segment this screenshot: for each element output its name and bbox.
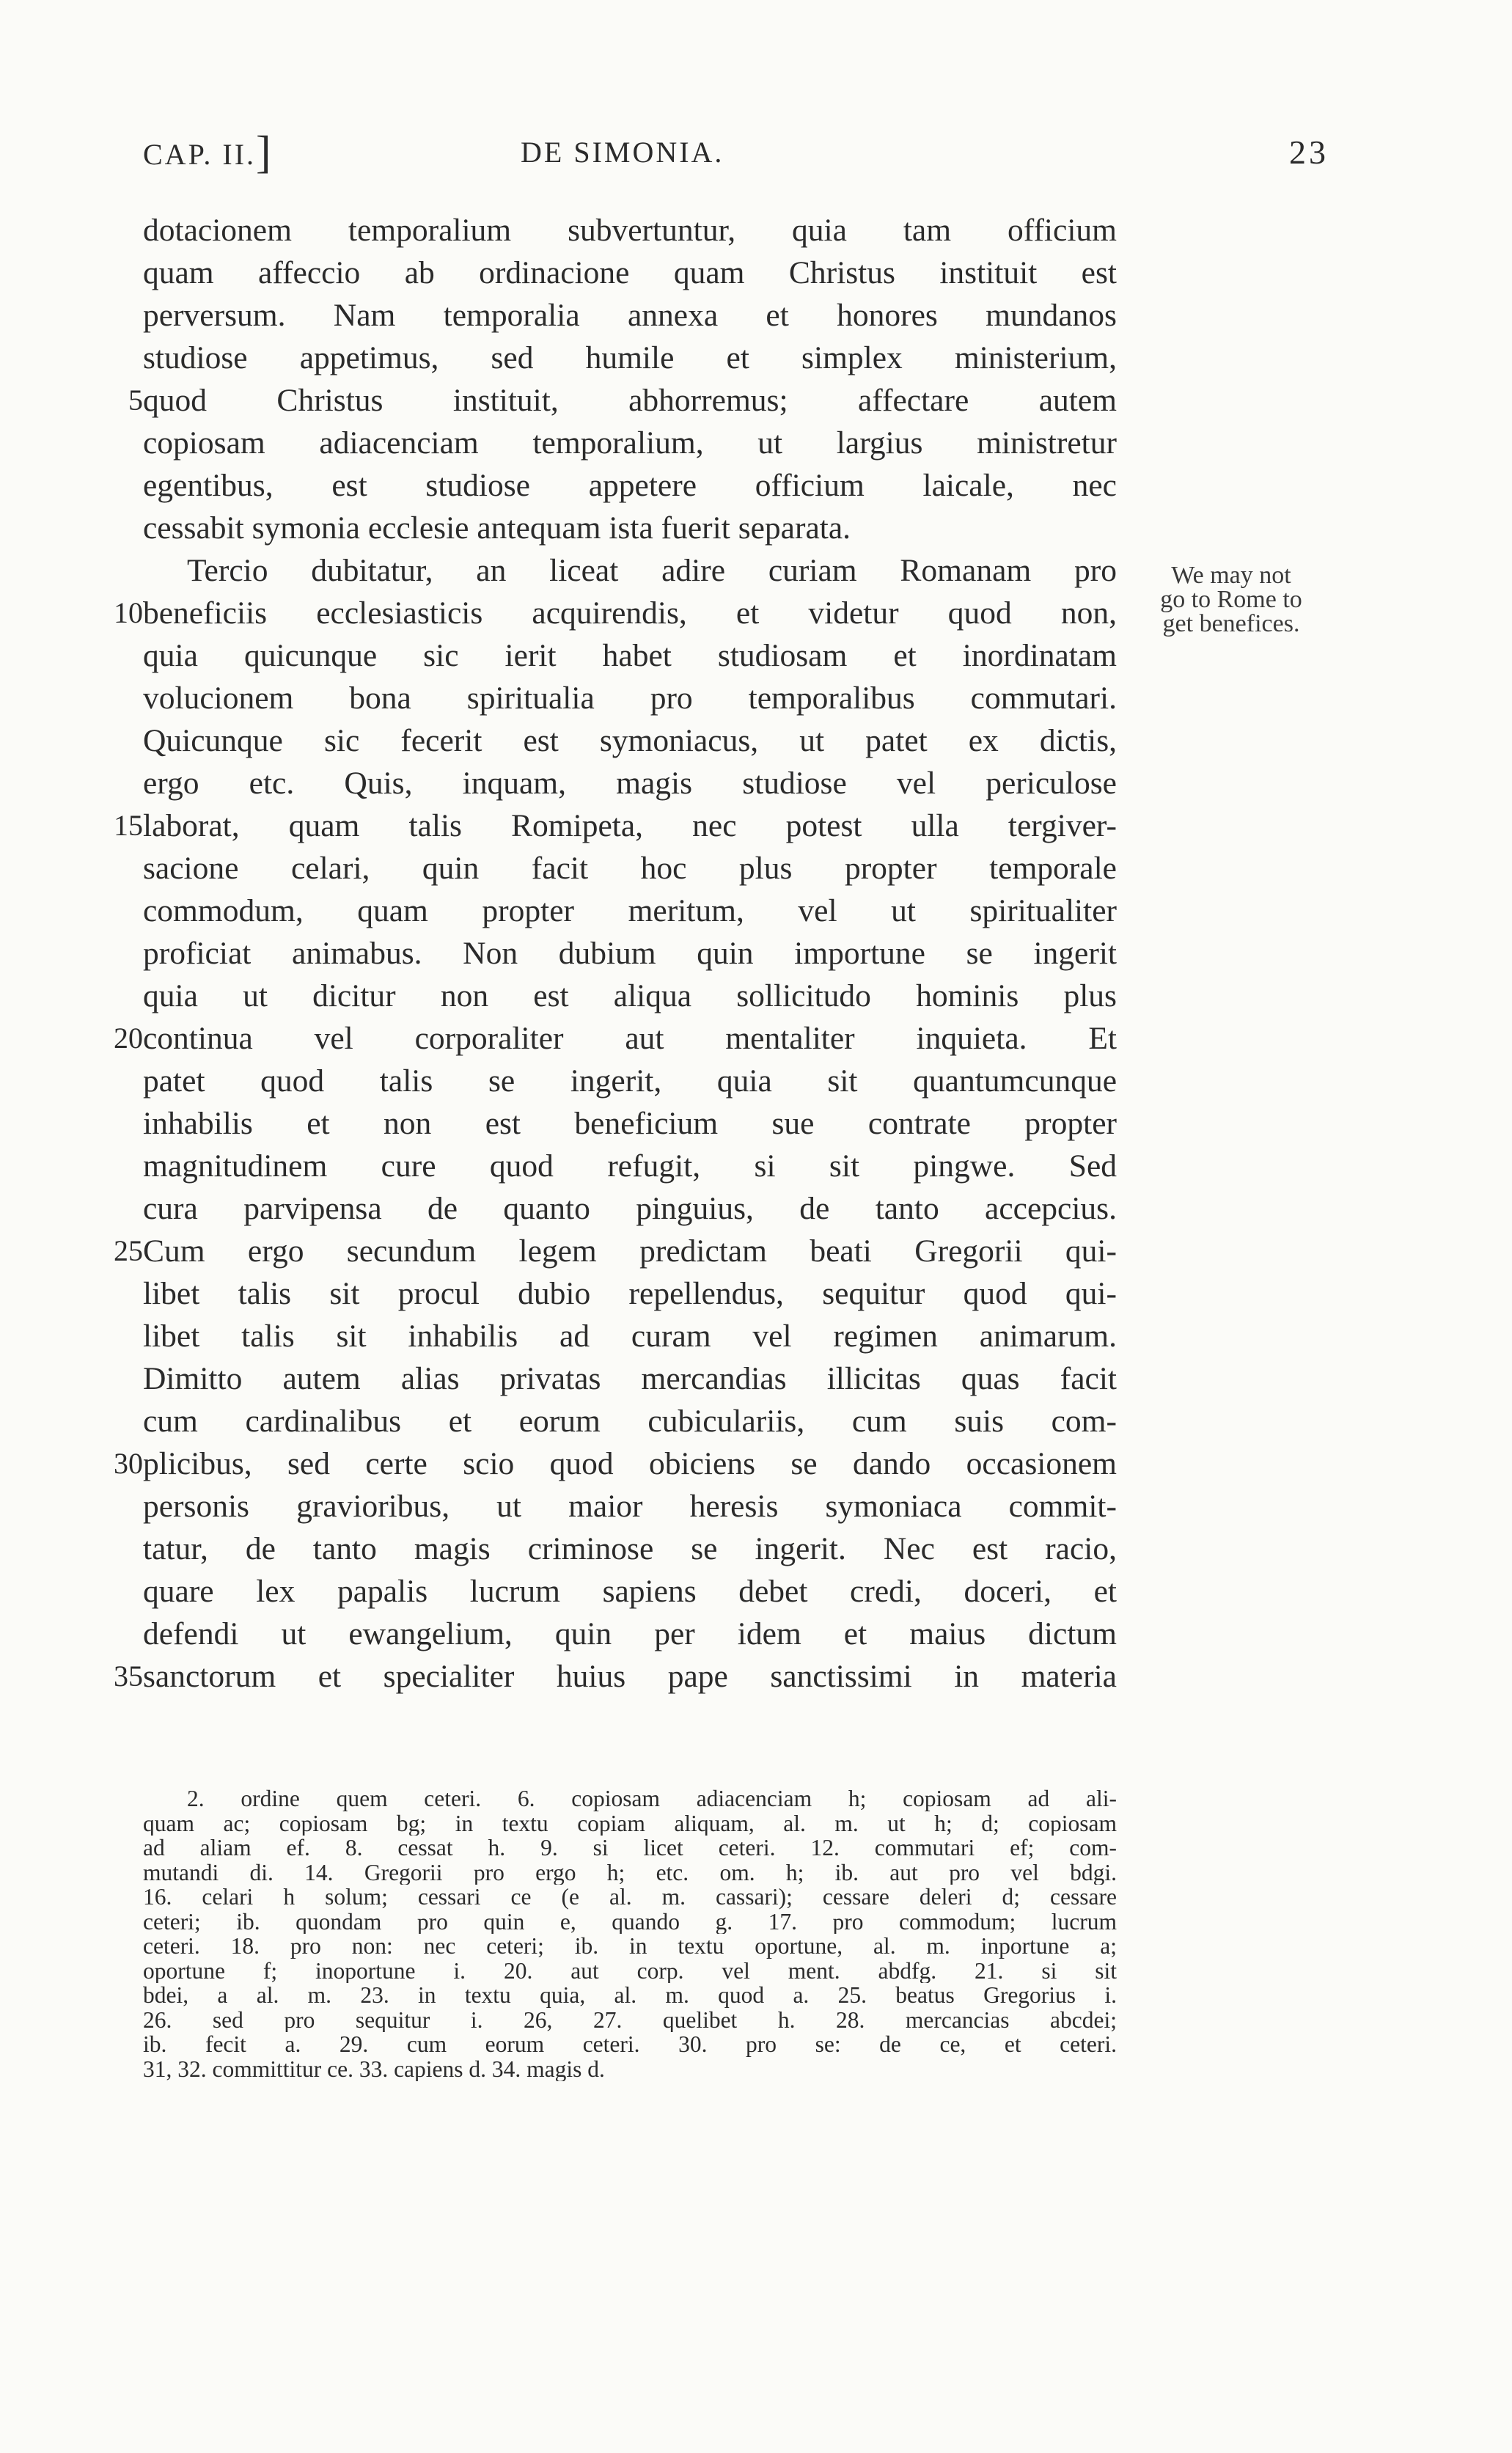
footnote-text: ad aliam ef. 8. cessat h. 9. si licet ceteri. 12. commutari ef; com- <box>143 1836 1117 1860</box>
line-text: Tercio dubitatur, an liceat adire curiam Romanam pro <box>187 553 1117 588</box>
line-text: libet talis sit inhabilis ad curam vel regimen animarum. <box>143 1319 1117 1354</box>
text-line <box>0 1060 1512 1102</box>
text-line <box>0 1187 1512 1230</box>
line-text: magnitudinem cure quod refugit, si sit pingwe. Sed <box>143 1148 1117 1184</box>
text-line <box>0 890 1512 932</box>
footnote-text: 2. ordine quem ceteri. 6. copiosam adiacenciam h; copiosam ad ali- <box>187 1786 1117 1811</box>
footnote-line <box>0 1836 1512 1860</box>
line-text: sacione celari, quin facit hoc plus propter temporale <box>143 851 1117 886</box>
text-line <box>0 1315 1512 1357</box>
running-head-title: DE SIMONIA. <box>521 136 724 169</box>
line-text: beneficiis ecclesiasticis acquirendis, et videtur quod non, <box>143 595 1117 631</box>
line-text: perversum. Nam temporalia annexa et honores mundanos <box>143 298 1117 333</box>
line-text: inhabilis et non est beneficium sue contrate propter <box>143 1106 1117 1141</box>
footnote-line <box>0 1811 1512 1836</box>
text-line <box>0 1528 1512 1570</box>
footnotes <box>0 1786 1512 2081</box>
line-text: plicibus, sed certe scio quod obiciens se dando occasionem <box>143 1446 1117 1481</box>
text-line <box>0 1145 1512 1187</box>
text-line <box>0 507 1512 549</box>
line-text: copiosam adiacenciam temporalium, ut largius ministretur <box>143 425 1117 461</box>
line-text: Cum ergo secundum legem predictam beati Gregorii qui- <box>143 1233 1117 1269</box>
footnote-line <box>0 1786 1512 1811</box>
line-text: dotacionem temporalium subvertuntur, quia tam officium <box>143 213 1117 248</box>
line-number: 35 <box>114 1660 143 1693</box>
text-line <box>0 252 1512 294</box>
footnote-line <box>0 1959 1512 1984</box>
running-head-chapter <box>143 128 271 177</box>
line-text: studiose appetimus, sed humile et simplex ministerium, <box>143 340 1117 375</box>
main-text <box>0 209 1512 1698</box>
chapter-label: CAP. II. <box>143 138 257 171</box>
footnote-text: bdei, a al. m. 23. in textu quia, al. m. quod a. 25. beatus Gregorius i. <box>143 1983 1117 2008</box>
line-text: tatur, de tanto magis criminose se ingerit. Nec est racio, <box>143 1531 1117 1566</box>
line-text: ergo etc. Quis, inquam, magis studiose vel periculose <box>143 766 1117 801</box>
line-text: quod Christus instituit, abhorremus; affectare autem <box>143 383 1117 418</box>
marginal-note-line: get benefices. <box>1162 610 1300 637</box>
footnote-text: 26. sed pro sequitur i. 26, 27. quelibet h. 28. mercancias abcdei; <box>143 2007 1117 2032</box>
footnote-text: 31, 32. committitur ce. 33. capiens d. 34. magis d. <box>143 2056 605 2081</box>
line-text: patet quod talis se ingerit, quia sit quantumcunque <box>143 1063 1117 1099</box>
text-line <box>0 677 1512 719</box>
line-text: quia ut dicitur non est aliqua sollicitudo hominis plus <box>143 978 1117 1013</box>
footnote-line <box>0 1983 1512 2008</box>
text-line <box>0 1230 1512 1272</box>
text-line <box>0 422 1512 464</box>
line-text: egentibus, est studiose appetere officium laicale, nec <box>143 468 1117 503</box>
line-text: quam affeccio ab ordinacione quam Christus instituit est <box>143 255 1117 290</box>
text-line <box>0 1400 1512 1442</box>
line-number: 25 <box>114 1234 143 1267</box>
line-text: cura parvipensa de quanto pinguius, de tanto accepcius. <box>143 1191 1117 1226</box>
text-line <box>0 804 1512 847</box>
footnote-text: mutandi di. 14. Gregorii pro ergo h; etc. om. h; ib. aut pro vel bdgi. <box>143 1860 1117 1885</box>
line-text: volucionem bona spiritualia pro temporalibus commutari. <box>143 681 1117 716</box>
line-text: laborat, quam talis Romipeta, nec potest ulla tergiver- <box>143 808 1117 843</box>
footnote-line <box>0 1934 1512 1959</box>
text-line <box>0 337 1512 379</box>
marginal-note-line: go to Rome to <box>1160 586 1302 613</box>
footnote-text: quam ac; copiosam bg; in textu copiam aliquam, al. m. ut h; d; copiosam <box>143 1811 1117 1836</box>
text-line <box>0 1357 1512 1400</box>
footnote-text: 16. celari h solum; cessari ce (e al. m. cassari); cessare deleri d; cessare <box>143 1885 1117 1910</box>
line-text: Quicunque sic fecerit est symoniacus, ut patet ex dictis, <box>143 723 1117 758</box>
text-line <box>0 1485 1512 1528</box>
text-line <box>0 1272 1512 1315</box>
line-text: libet talis sit procul dubio repellendus, sequitur quod qui- <box>143 1276 1117 1311</box>
footnote-line <box>0 1910 1512 1935</box>
chapter-bracket: ] <box>256 128 271 177</box>
text-line <box>0 762 1512 804</box>
text-line <box>0 1102 1512 1145</box>
line-text: personis gravioribus, ut maior heresis symoniaca commit- <box>143 1489 1117 1524</box>
footnote-line <box>0 1860 1512 1885</box>
line-text: sanctorum et specialiter huius pape sanctissimi in materia <box>143 1659 1117 1694</box>
text-line <box>0 294 1512 337</box>
line-text: cum cardinalibus et eorum cubiculariis, cum suis com- <box>143 1404 1117 1439</box>
line-text: quia quicunque sic ierit habet studiosam et inordinatam <box>143 638 1117 673</box>
text-line <box>0 1613 1512 1655</box>
text-line <box>0 1017 1512 1060</box>
text-line <box>0 379 1512 422</box>
marginal-note-line: We may not <box>1171 562 1291 589</box>
text-line <box>0 932 1512 975</box>
line-text: continua vel corporaliter aut mentaliter inquieta. Et <box>143 1021 1117 1056</box>
line-text: cessabit symonia ecclesie antequam ista fuerit separata. <box>143 510 851 546</box>
text-line <box>0 847 1512 890</box>
footnote-text: ceteri. 18. pro non: nec ceteri; ib. in textu oportune, al. m. inportune a; <box>143 1934 1117 1959</box>
text-line <box>0 975 1512 1017</box>
line-text: commodum, quam propter meritum, vel ut spiritualiter <box>143 893 1117 928</box>
line-text: Dimitto autem alias privatas mercandias illicitas quas facit <box>143 1361 1117 1396</box>
text-line <box>0 1570 1512 1613</box>
footnote-line <box>0 2032 1512 2057</box>
line-number: 30 <box>114 1447 143 1480</box>
footnote-text: oportune f; inoportune i. 20. aut corp. vel ment. abdfg. 21. si sit <box>143 1958 1117 1983</box>
text-line <box>0 1442 1512 1485</box>
footnote-line <box>0 2057 1512 2082</box>
footnote-text: ib. fecit a. 29. cum eorum ceteri. 30. pro se: de ce, et ceteri. <box>143 2032 1117 2057</box>
footnote-text: ceteri; ib. quondam pro quin e, quando g. 17. pro commodum; lucrum <box>143 1909 1117 1934</box>
line-text: defendi ut ewangelium, quin per idem et maius dictum <box>143 1616 1117 1651</box>
line-number: 20 <box>114 1022 143 1055</box>
text-line <box>0 464 1512 507</box>
line-number: 5 <box>128 384 143 417</box>
line-number: 15 <box>114 809 143 842</box>
page-number: 23 <box>1289 133 1329 171</box>
footnote-line <box>0 1885 1512 1910</box>
text-line <box>0 209 1512 252</box>
text-line <box>0 634 1512 677</box>
marginal-note <box>1125 563 1337 636</box>
line-text: quare lex papalis lucrum sapiens debet credi, doceri, et <box>143 1574 1117 1609</box>
footnote-line <box>0 2008 1512 2033</box>
text-line <box>0 1655 1512 1698</box>
text-line <box>0 719 1512 762</box>
line-text: proficiat animabus. Non dubium quin importune se ingerit <box>143 936 1117 971</box>
line-number: 10 <box>114 596 143 629</box>
